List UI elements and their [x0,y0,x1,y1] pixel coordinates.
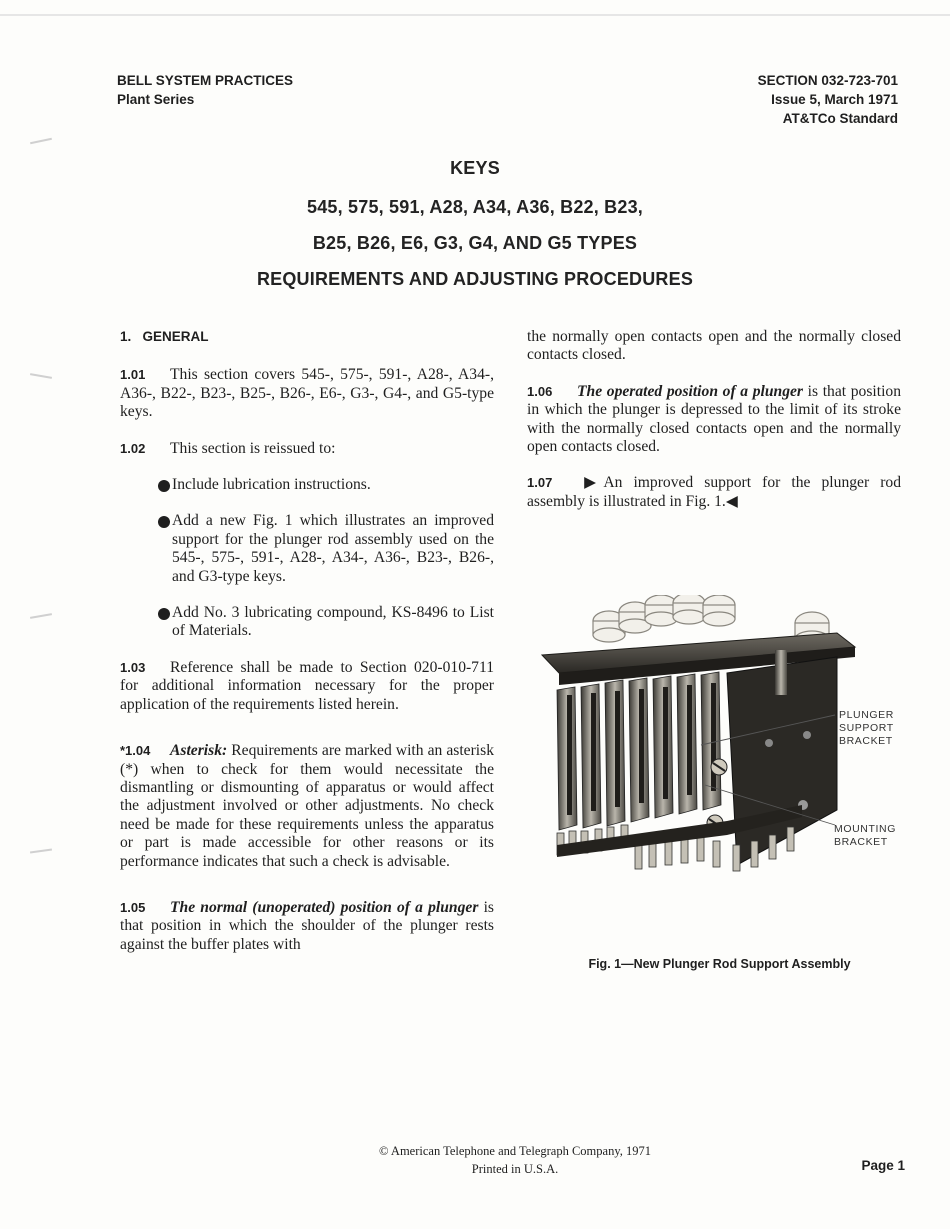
callout-line: MOUNTING [834,823,896,835]
doc-subtitle-2: B25, B26, E6, G3, G4, AND G5 TYPES [312,233,638,253]
series-title: BELL SYSTEM PRACTICES [117,73,294,88]
change-marker-icon: ◀ [725,492,738,510]
standard-label: AT&TCo Standard [782,111,898,126]
paragraph-1-01 [120,366,494,421]
paragraph-number: 1.03 [120,659,146,675]
callout-line: SUPPORT [839,722,894,734]
bullet-text: Include lubrication instructions. [172,476,371,494]
section-number: SECTION 032-723-701 [757,73,898,88]
callout-line: PLUNGER [839,709,894,721]
paragraph-text: Requirements are marked with an asterisk (*) when to check for them would necessitate the dismantling or dismounting of apparatus or would affect the adjustment involved or other adjustments. No check need be made for these requirements unless the apparatus or part is made accessible for other reasons or its performance indicates that such a check is advisable. [120,742,494,870]
page-top-edge [0,14,950,16]
paragraph-1-07 [527,474,901,511]
page-number: Page 1 [861,1158,905,1173]
paragraph-text: is that position in which the shoulder of the plunger rests against the buffer plates with [120,898,494,953]
issue-date: Issue 5, March 1971 [771,92,898,107]
scan-mark [30,138,52,145]
doc-title: KEYS [450,158,500,178]
paragraph-text: This section covers 545-, 575-, 591-, A28-, A34-, A36-, B22-, B23-, B25-, B26-, E6-, G3-, G4-, and G5-type keys. [120,366,494,421]
figure-caption: Fig. 1—New Plunger Rod Support Assembly [588,957,851,971]
doc-subtitle-1: 545, 575, 591, A28, A34, A36, B22, B23, [306,197,643,217]
paragraph-number: 1.01 [120,367,146,383]
paragraph-term: The normal (unoperated) position of a plunger [170,898,479,916]
mounting-bracket-callout [834,823,896,849]
paragraph-1-05-continued: the normally open contacts open and the normally closed contacts closed. [527,328,901,364]
paragraph-1-03 [120,659,494,714]
paragraph-number: *1.04 [120,743,151,759]
paragraph-text: Reference shall be made to Section 020-010-711 for additional information necessary for the proper application of the requirements listed herein. [120,658,494,713]
bullet-icon [158,608,170,620]
series-subtitle: Plant Series [117,92,195,107]
scan-mark [30,613,52,619]
change-marker-icon: ▶ [577,474,604,492]
bullet-item [120,476,494,494]
paragraph-1-06 [527,383,901,457]
bullet-text: Add a new Fig. 1 which illustrates an improved support for the plunger rod assembly used on the 545-, 575-, 591-, A28-, A34-, A36-, B23-, B26-, and G3-type keys. [172,512,494,585]
section-header [758,71,898,128]
plunger-assembly-photo [537,595,907,910]
footer [0,1142,950,1178]
left-column [120,328,494,954]
bullet-text: Add No. 3 lubricating compound, KS-8496 to List of Materials. [172,604,494,640]
right-column [527,328,901,511]
scan-mark [30,848,52,853]
bullet-item [120,512,494,586]
paragraph-1-04 [120,742,494,871]
callout-line: BRACKET [839,735,893,747]
bullet-icon [158,480,170,492]
paragraph-number: 1.02 [120,440,146,456]
printed-line: Printed in U.S.A. [471,1162,559,1176]
callout-line: BRACKET [834,836,888,848]
paragraph-text: This section is reissued to: [170,439,336,457]
paragraph-text: An improved support for the plunger rod assembly is illustrated in Fig. 1. [527,474,901,510]
doc-subtitle-3: REQUIREMENTS AND ADJUSTING PROCEDURES [256,269,694,289]
paragraph-text: is that position in which the plunger is depressed to the limit of its stroke with the normally closed contacts open and the normally open contacts closed. [527,382,902,456]
paragraph-number: 1.07 [527,475,553,491]
paragraph-number: 1.05 [120,899,146,915]
paragraph-term: Asterisk: [170,742,228,760]
bullet-item [120,604,494,641]
paragraph-1-05 [120,899,494,954]
copyright-line: © American Telephone and Telegraph Company, 1971 [378,1144,652,1158]
paragraph-number: 1.06 [527,383,553,399]
paragraph-1-02 [120,440,494,458]
plunger-support-bracket-callout [839,709,894,748]
paragraph-term: The operated position of a plunger [577,382,803,400]
scan-mark [30,373,52,379]
section-heading: 1. GENERAL [120,329,209,344]
bullet-icon [158,516,170,528]
series-header [117,71,293,109]
